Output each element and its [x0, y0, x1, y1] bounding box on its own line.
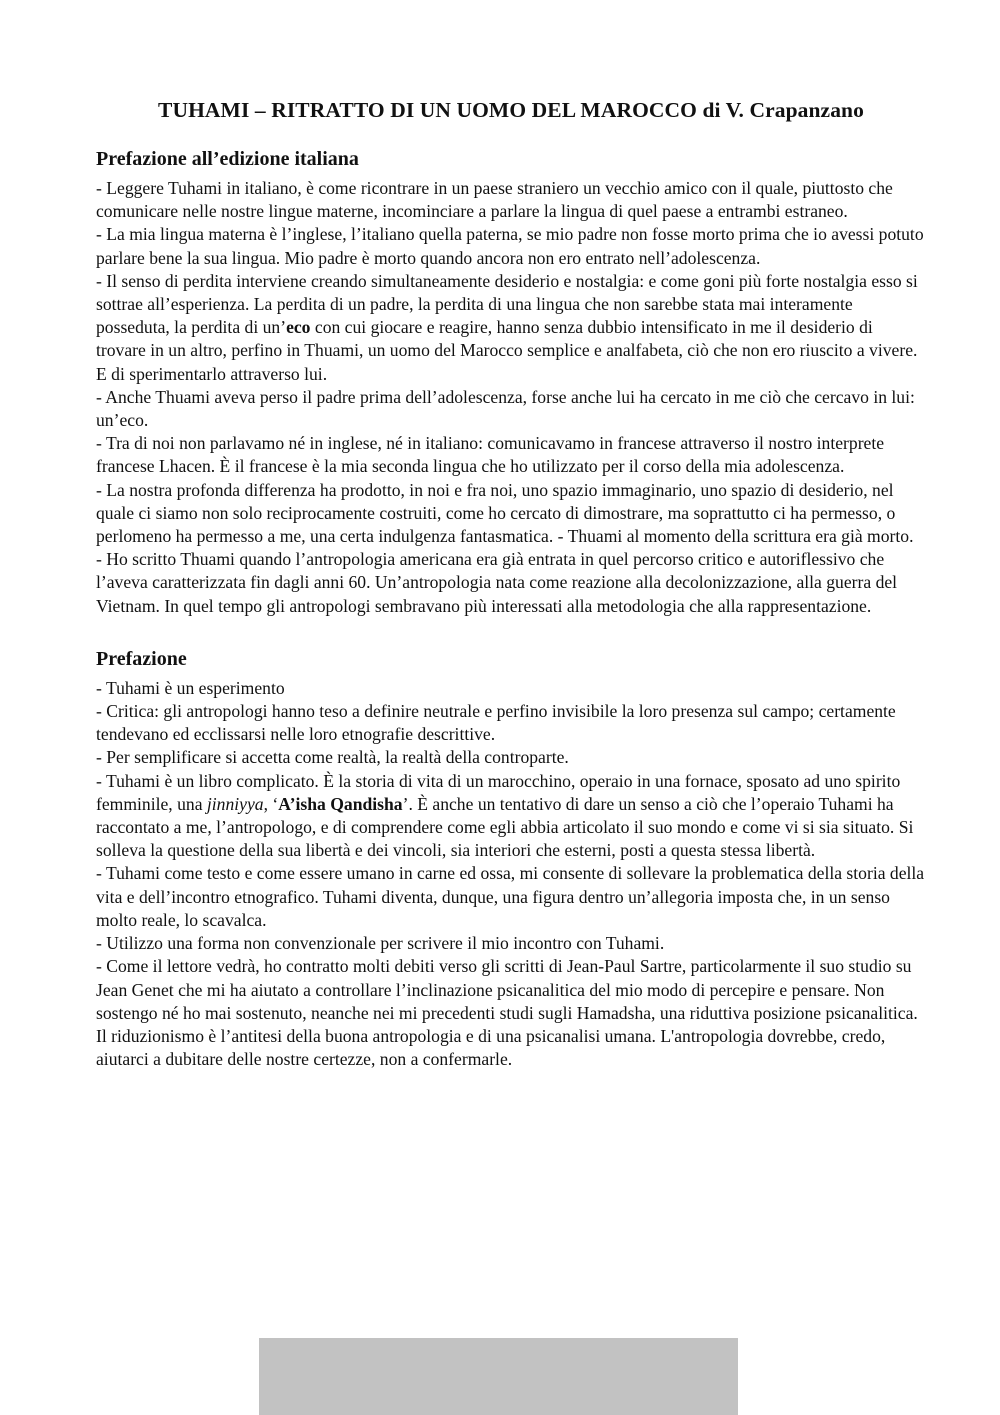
paragraph: [96, 770, 926, 863]
paragraph: [96, 677, 926, 700]
bold-text: eco: [286, 317, 311, 338]
paragraph: [96, 177, 926, 223]
text-run: con cui giocare e reagire, hanno senza dubbio intensificato in me il desiderio di trovare in un altro, perfino in Thuami, un uomo del Marocco semplice e analfabeta, ciò che non ero riuscito a vivere. E di sperimentarlo attraverso lui.: [96, 317, 918, 384]
document-page: [96, 95, 926, 1071]
paragraph: [96, 700, 926, 746]
text-run: - Anche Thuami aveva perso il padre prima dell’adolescenza, forse anche lui ha cercato in me ciò che cercavo in lui: un’eco.: [96, 386, 915, 431]
paragraph: [96, 548, 926, 618]
text-run: - Per semplificare si accetta come realtà, la realtà della controparte.: [96, 747, 569, 768]
paragraph: [96, 270, 926, 386]
document-body: [96, 145, 926, 1071]
section-heading: Prefazione all’edizione italiana: [96, 148, 359, 170]
text-run: - La nostra profonda differenza ha prodotto, in noi e fra noi, uno spazio immaginario, uno spazio di desiderio, nel quale ci siamo non solo reciprocamente costruiti, come ho cercato di dimostrare, ma soprattutto ci ha permesso, o perlomeno ha permesso a me, una certa indulgenza fantasmatica. - Thuami al momento della scrittura era già morto.: [96, 479, 914, 547]
paragraph: [96, 386, 926, 432]
paragraph: [96, 746, 926, 769]
text-run: - Come il lettore vedrà, ho contratto molti debiti verso gli scritti di Jean-Paul Sartre, particolarmente il suo studio su Jean Genet che mi ha aiutato a controllare l’inclinazione psicanalitica del mio modo di percepire e pensare. Non sostengo né ho mai sostenuto, neanche nei mi precedenti studi sugli Hamadsha, una riduttiva posizione psicanalitica. Il riduzionismo è l’antitesi della buona antropologia e di una psicanalisi umana. L'antropologia dovrebbe, credo, aiutarci a dubitare delle nostre certezze, non a confermarle.: [96, 956, 918, 1070]
footer-gray-bar: [259, 1338, 738, 1415]
italic-text: jinniyya: [206, 793, 264, 814]
text-run: - Tra di noi non parlavamo né in inglese, né in italiano: comunicavamo in francese attraverso il nostro interprete francese Lhacen. È il francese è la mia seconda lingua che ho utilizzato per il corso della mia adolescenza.: [96, 433, 885, 477]
paragraph: [96, 432, 926, 478]
text-run: - Ho scritto Thuami quando l’antropologia americana era già entrata in quel percorso critico e autoriflessivo che l’aveva caratterizzata fin dagli anni 60. Un’antropologia nata come reazione alla decolonizzazione, alla guerra del Vietnam. In quel tempo gli antropologi sembravano più interessati alla metodologia che alla rappresentazione.: [96, 549, 898, 616]
section-spacer: [96, 618, 926, 645]
text-run: , ‘: [263, 793, 279, 814]
paragraph: [96, 862, 926, 932]
document-title: TUHAMI – RITRATTO DI UN UOMO DEL MAROCCO di V. Crapanzano: [158, 98, 864, 122]
text-run: ’. È anche un tentativo di dare un senso a ciò che l’operaio Tuhami ha raccontato a me, l’antropologo, e di comprendere come egli abbia articolato il suo mondo e come vi si sia situato. Si solleva la questione della sua libertà e dei vincoli, sia interiori che esterni, posti a questa stessa libertà.: [96, 793, 914, 861]
text-run: - La mia lingua materna è l’inglese, l’italiano quella paterna, se mio padre non fosse morto prima che io avessi potuto parlare bene la sua lingua. Mio padre è morto quando ancora non ero entrato nell’adolescenza.: [96, 224, 924, 268]
paragraph: [96, 223, 926, 269]
text-run: - Tuhami è un libro complicato. È la storia di vita di un marocchino, operaio in una fornace, sposato ad uno spirito femminile, una: [96, 770, 901, 814]
document-section: [96, 645, 926, 1071]
text-run: - Tuhami è un esperimento: [96, 677, 285, 698]
text-run: - Il senso di perdita interviene creando simultaneamente desiderio e nostalgia: e come goni più forte nostalgia esso si sottrae all’esperienza. La perdita di un padre, la perdita di una lingua che non sarebbe stata mai interamente posseduta, la perdita di un’: [96, 270, 918, 338]
text-run: - Critica: gli antropologi hanno teso a definire neutrale e perfino invisibile la loro presenza sul campo; certamente tendevano ed ecclissarsi nelle loro etnografie descrittive.: [96, 701, 896, 745]
bold-text: A’isha Qandisha: [278, 793, 403, 814]
text-run: - Utilizzo una forma non convenzionale per scrivere il mio incontro con Tuhami.: [96, 933, 665, 954]
paragraph: [96, 479, 926, 549]
text-run: - Leggere Tuhami in italiano, è come ricontrare in un paese straniero un vecchio amico con il quale, piuttosto che comunicare nelle nostre lingue materne, incominciare a parlare la lingua di quel paese a entrambi estraneo.: [96, 178, 893, 222]
document-section: [96, 145, 926, 618]
section-heading: Prefazione: [96, 647, 187, 670]
paragraph: [96, 932, 926, 955]
text-run: - Tuhami come testo e come essere umano in carne ed ossa, mi consente di sollevare la problematica della storia della vita e dell’incontro etnografico. Tuhami diventa, dunque, una figura dentro un’allegoria imposta che, in un senso molto reale, lo scavalca.: [96, 863, 925, 930]
paragraph: [96, 955, 926, 1071]
